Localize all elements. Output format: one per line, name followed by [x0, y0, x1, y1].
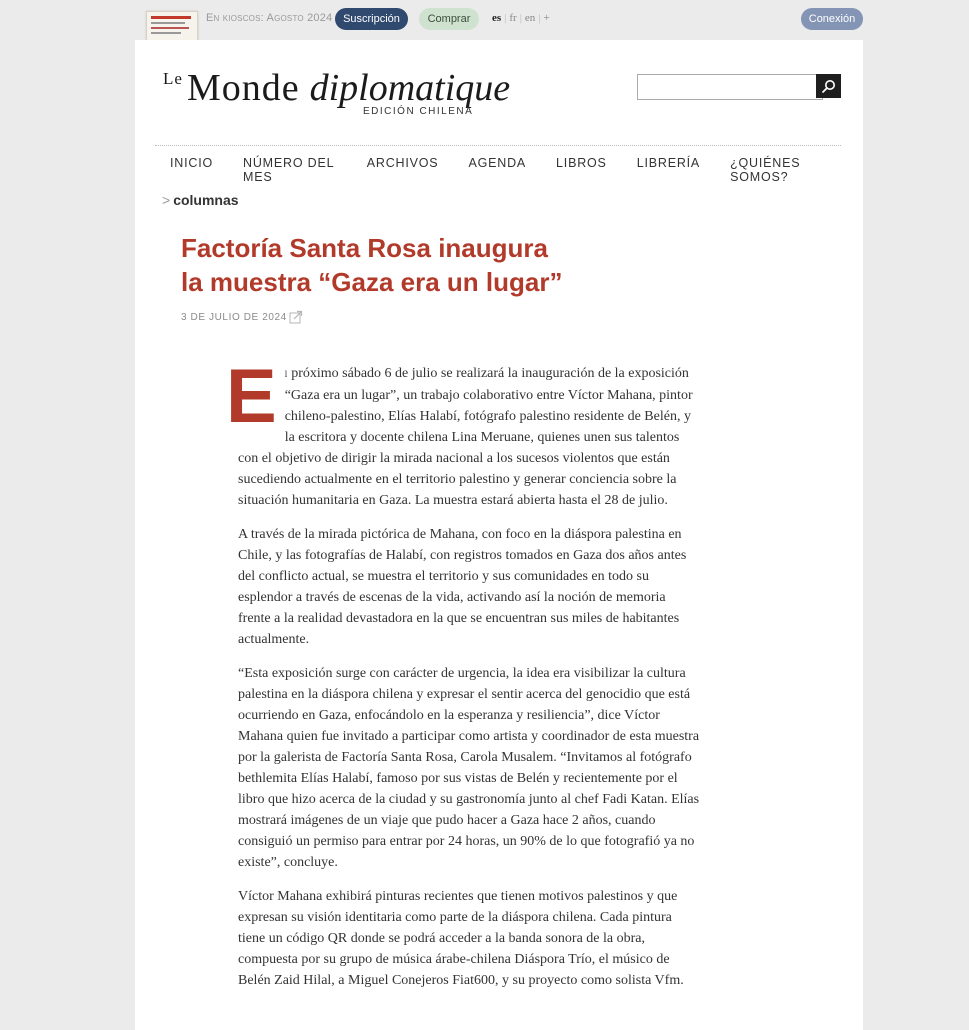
- logo-diplomatique: diplomatique: [309, 67, 511, 109]
- main-panel: [135, 40, 863, 1030]
- header-divider: [155, 145, 841, 146]
- paragraph-1-text: próximo sábado 6 de julio se realizará la inauguración de la exposición “Gaza era un lugar”, un trabajo colaborativo entre Víctor Mahana, pintor chileno-palestino, Elías Halabí, fotógrafo palestino residente de Belén, y la escritora y docente chilena Lina Meruane, quienes unen sus talentos con el objetivo de dirigir la mirada nacional a los sucesos violentos que están sucediendo actualmente en el territorio palestino y generar conciencia sobre la situación humanitaria en Gaza. La muestra estará abierta hasta el 28 de julio.: [238, 366, 693, 508]
- language-fr[interactable]: fr: [509, 12, 517, 24]
- language-es[interactable]: es: [492, 12, 502, 24]
- subscription-button[interactable]: Suscripción: [335, 8, 408, 30]
- nav-item-libreria[interactable]: LIBRERÍA: [636, 156, 701, 170]
- article-paragraph: A través de la mirada pictórica de Mahana, con foco en la diáspora palestina en Chile, y las fotografías de Halabí, con registros tomados en Gaza dos años antes del conflicto actual, se muestra el territorio y sus comunidades en todo su esplendor a través de escenas de la vida, activando así la noción de memoria frente a la realidad devastadora en la que se encuentran sus miles de habitantes actualmente.: [238, 527, 687, 647]
- search-icon: [821, 79, 836, 94]
- drop-cap: E: [226, 354, 277, 439]
- buy-button[interactable]: Comprar: [419, 8, 479, 30]
- nav-item-inicio[interactable]: INICIO: [170, 156, 213, 170]
- article-title: [181, 231, 601, 299]
- nav-item-quienes-somos[interactable]: ¿QUIÉNES SOMOS?: [730, 156, 801, 184]
- top-bar: [0, 0, 969, 40]
- article-title-line-1: Factoría Santa Rosa inaugura: [181, 233, 548, 263]
- article-title-line-2: la muestra “Gaza era un lugar”: [181, 267, 563, 297]
- external-link-icon[interactable]: [289, 310, 303, 324]
- nav-item-agenda[interactable]: AGENDA: [468, 156, 527, 170]
- site-logo[interactable]: [163, 66, 510, 110]
- language-switcher: es | fr | en | +: [492, 12, 550, 24]
- first-letter: l: [284, 369, 288, 379]
- search-input[interactable]: [637, 74, 823, 100]
- logo-le: Le: [163, 69, 183, 88]
- article-body: [226, 354, 700, 1004]
- article-paragraph: [226, 354, 700, 511]
- nav-item-archivos[interactable]: ARCHIVOS: [366, 156, 439, 170]
- breadcrumb: [162, 192, 239, 208]
- login-button[interactable]: Conexión: [801, 8, 863, 30]
- logo-monde: Monde: [186, 67, 300, 109]
- breadcrumb-section[interactable]: columnas: [173, 192, 239, 208]
- nav-item-libros[interactable]: LIBROS: [556, 156, 607, 170]
- article-paragraph: Víctor Mahana exhibirá pinturas recientes que tienen motivos palestinos y que expresan su visión identitaria como parte de la diáspora chilena. Cada pintura tiene un código QR donde se podrá acceder a la banda sonora de la obra, compuesta por su grupo de música árabe-chilena Diáspora Trío, el músico de Belén Zaid Hilal, a Miguel Conejeros Fiat600, y su proyecto como solista Vfm.: [238, 889, 684, 988]
- breadcrumb-separator: >: [162, 192, 171, 208]
- nav-item-numero-del-mes[interactable]: NÚMERO DEL MES: [243, 156, 334, 184]
- language-more[interactable]: +: [543, 12, 550, 24]
- search-button[interactable]: [816, 74, 841, 98]
- article-paragraph: “Esta exposición surge con carácter de urgencia, la idea era visibilizar la cultura palestina en la diáspora chilena y expresar el sentir acerca del genocidio que está ocurriendo en Gaza, enfocándolo en la esperanza y resiliencia”, dice Víctor Mahana quien fue invitado a participar como artista y coordinador de esta muestra por la galerista de Factoría Santa Rosa, Carola Musalem. “Invitamos al fotógrafo bethlemita Elías Halabí, famoso por sus vistas de Belén y recientemente por el libro que hizo acerca de la ciudad y su gastronomía junto al chef Fadi Katan. Elías mostrará imágenes de un viaje que pudo hacer a Gaza hace 2 años, cuando consiguió un permiso para entrar por 24 horas, un 90% de lo que fotografió ya no existe”, concluye.: [238, 666, 700, 870]
- kiosk-issue-text[interactable]: En kioscos: Agosto 2024: [206, 12, 333, 24]
- article-date: 3 DE JULIO DE 2024: [181, 312, 287, 323]
- magazine-cover-thumbnail[interactable]: [146, 11, 198, 41]
- main-nav: [155, 156, 845, 184]
- edition-label: EDICIÓN CHILENA: [363, 106, 474, 117]
- language-en[interactable]: en: [524, 12, 536, 24]
